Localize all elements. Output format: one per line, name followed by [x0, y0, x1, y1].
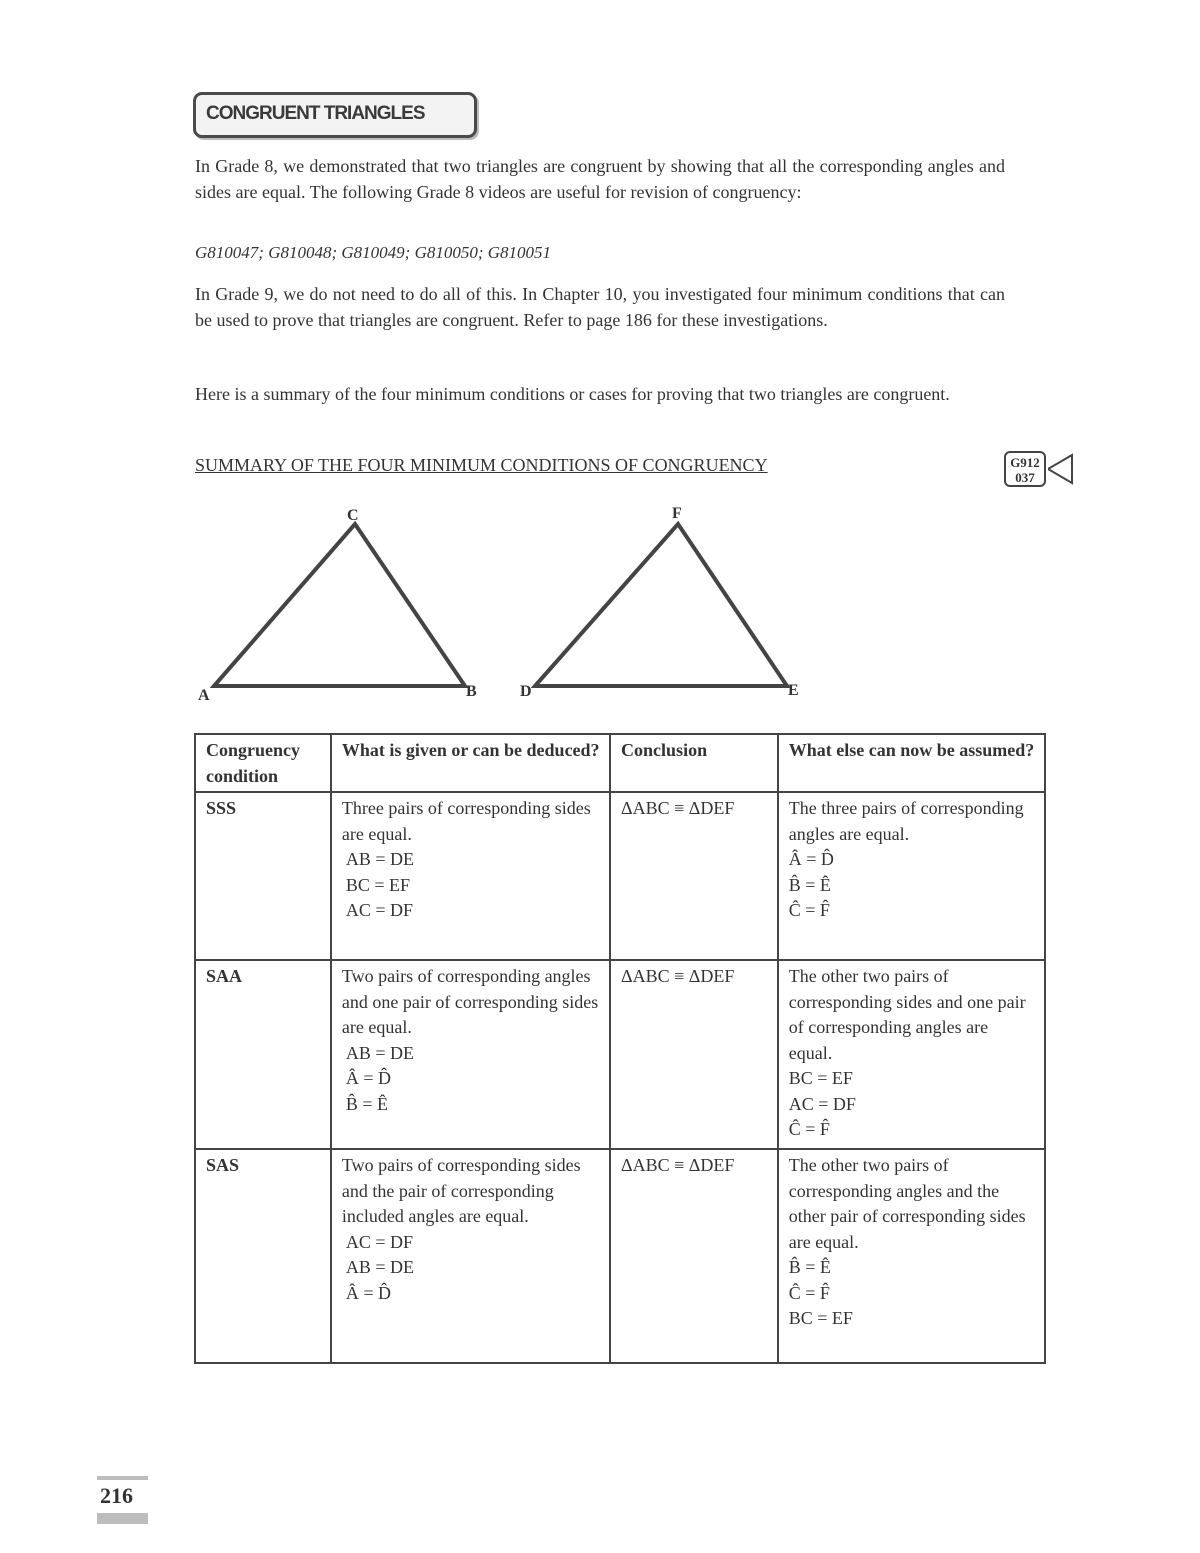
- assumed-text: The other two pairs of corresponding sides and one pair of corresponding angles are equal.: [788, 966, 1026, 1063]
- conclusion-cell: ΔABC ≡ ΔDEF: [610, 960, 778, 1149]
- vertex-label-f: F: [672, 505, 682, 522]
- intro-paragraph: In Grade 8, we demonstrated that two triangles are congruent by showing that all the corresponding angles and sides are equal. The following Grade 8 videos are useful for revision of congruency:: [195, 156, 1005, 202]
- page-number: 216: [100, 1483, 133, 1508]
- table-row: [195, 792, 1045, 960]
- given-eq: AB = DE: [345, 849, 415, 869]
- header-assumed: What else can now be assumed?: [778, 734, 1045, 792]
- given-eq: Â = D̂: [345, 1068, 392, 1088]
- summary-intro-paragraph: Here is a summary of the four minimum conditions or cases for proving that two triangles are congruent.: [195, 384, 950, 404]
- summary-title: SUMMARY OF THE FOUR MINIMUM CONDITIONS OF CONGRUENCY: [195, 455, 768, 475]
- video-code-line2: 037: [1015, 470, 1035, 485]
- assumed-cell: [778, 1149, 1045, 1363]
- triangle-def: [520, 505, 799, 700]
- assumed-eq: Ĉ = F̂: [788, 900, 830, 920]
- header-condition: Congruency condition: [195, 734, 331, 792]
- assumed-eq: Ĉ = F̂: [788, 1119, 830, 1139]
- assumed-eq: B̂ = Ê: [788, 874, 831, 895]
- vertex-label-a: A: [198, 687, 210, 704]
- assumed-eq: B̂ = Ê: [788, 1257, 831, 1277]
- conclusion-cell: ΔABC ≡ ΔDEF: [610, 792, 778, 960]
- given-eq: Â = D̂: [345, 1282, 392, 1303]
- section-heading-box: [193, 92, 477, 138]
- table-row: [195, 960, 1045, 1149]
- vertex-label-e: E: [788, 682, 799, 699]
- vertex-label-d: D: [520, 683, 532, 700]
- assumed-eq: Â = D̂: [788, 849, 834, 869]
- vertex-label-b: B: [466, 683, 477, 700]
- assumed-eq: BC = EF: [788, 1068, 853, 1088]
- table-row: [195, 1149, 1045, 1363]
- table-header-row: [195, 734, 1045, 792]
- page-number-bar-bottom: [97, 1513, 148, 1524]
- assumed-text: The three pairs of corresponding angles are equal.: [788, 798, 1024, 844]
- assumed-eq: BC = EF: [788, 1308, 853, 1328]
- video-codes[interactable]: G810047; G810048; G810049; G810050; G810051: [195, 243, 552, 262]
- grade9-paragraph: In Grade 9, we do not need to do all of this. In Chapter 10, you investigated four minimum conditions that can be used to prove that triangles are congruent. Refer to page 186 for these investigations.: [195, 284, 1005, 330]
- given-cell: [331, 792, 610, 960]
- conclusion-cell: ΔABC ≡ ΔDEF: [610, 1149, 778, 1363]
- header-conclusion: Conclusion: [610, 734, 778, 792]
- assumed-cell: [778, 792, 1045, 960]
- given-text: Two pairs of corresponding sides and the pair of corresponding included angles are equal.: [341, 1155, 581, 1226]
- video-code-badge: [1004, 451, 1046, 487]
- given-eq: B̂ = Ê: [345, 1093, 389, 1114]
- assumed-text: The other two pairs of corresponding angles and the other pair of corresponding sides are equal.: [788, 1155, 1026, 1252]
- assumed-eq: Ĉ = F̂: [788, 1282, 830, 1303]
- assumed-eq: AC = DF: [788, 1093, 856, 1114]
- condition-cell: SAS: [195, 1149, 331, 1363]
- given-eq: AC = DF: [345, 1231, 414, 1252]
- given-text: Three pairs of corresponding sides are equal.: [341, 798, 591, 844]
- header-given: What is given or can be deduced?: [331, 734, 610, 792]
- triangle-abc: [198, 507, 477, 704]
- given-eq: AC = DF: [345, 900, 414, 920]
- video-camera-icon: [1048, 451, 1078, 491]
- vertex-label-c: C: [347, 507, 359, 524]
- video-code-line1: G912: [1010, 455, 1040, 470]
- triangle-diagram: [190, 500, 830, 710]
- condition-cell: SSS: [195, 792, 331, 960]
- congruency-table: [194, 733, 1046, 1364]
- given-cell: [331, 1149, 610, 1363]
- given-eq: AB = DE: [345, 1042, 415, 1063]
- given-text: Two pairs of corresponding angles and one pair of corresponding sides are equal.: [341, 966, 599, 1037]
- given-cell: [331, 960, 610, 1149]
- condition-cell: SAA: [195, 960, 331, 1149]
- page-number-bar-top: [97, 1476, 148, 1480]
- given-eq: AB = DE: [345, 1257, 415, 1277]
- given-eq: BC = EF: [345, 874, 411, 895]
- section-heading: CONGRUENT TRIANGLES: [206, 103, 425, 124]
- video-link[interactable]: [1004, 451, 1074, 491]
- assumed-cell: [778, 960, 1045, 1149]
